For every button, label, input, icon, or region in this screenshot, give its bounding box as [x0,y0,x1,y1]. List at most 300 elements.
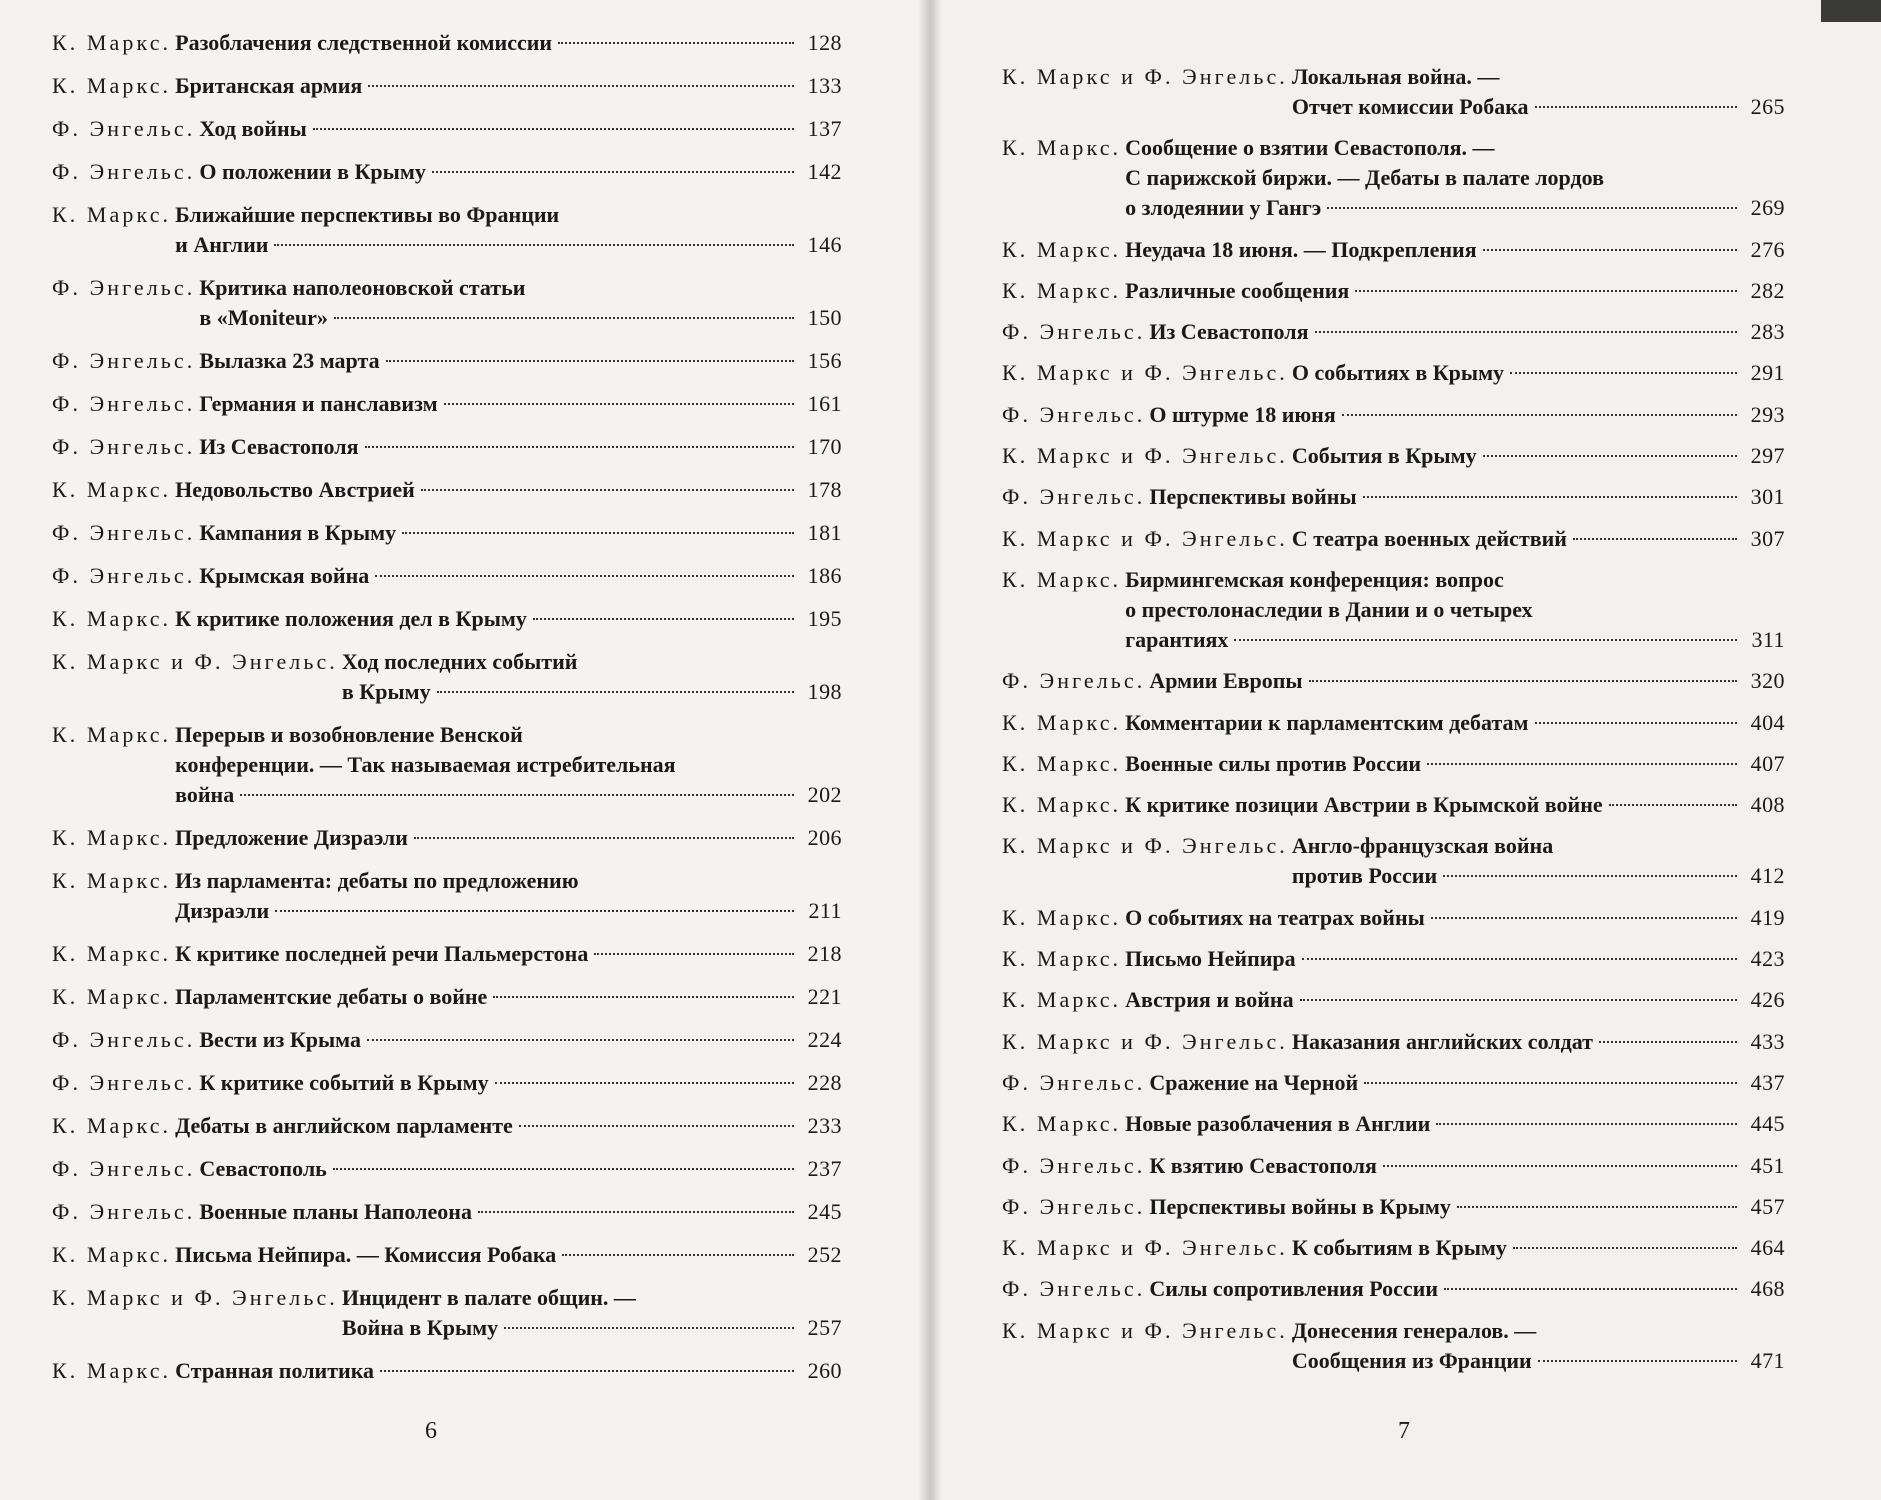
dot-leader [333,1168,794,1170]
toc-entry [1002,1192,1785,1222]
toc-entry-body [1292,62,1785,122]
toc-entry-body [175,1111,842,1141]
toc-entry-title: Из Севастополя [1149,319,1309,345]
toc-entry-page-number: 202 [807,782,842,807]
toc-entry-title: Кампания в Крыму [199,520,397,545]
toc-entry-page-number: 291 [1750,360,1785,386]
toc-entry [52,1025,842,1055]
toc-entry-page-number: 142 [807,159,842,184]
dot-leader [533,618,794,620]
toc-entry-author: Ф. Энгельс. [52,1070,196,1095]
toc-entry [1002,235,1785,265]
toc-entry-title: К событиям в Крыму [1291,1235,1507,1261]
dot-leader [1599,1041,1737,1043]
toc-entry-title: Новые разоблачения в Англии [1125,1111,1431,1137]
toc-entry-title-line [1149,1151,1785,1181]
toc-entry-author: К. Маркс и Ф. Энгельс. [1002,1235,1288,1261]
toc-entry-title-line [1125,944,1785,974]
toc-entry-title: против России [1291,863,1438,889]
toc-entry-title: О положении в Крыму [199,159,426,184]
toc-entry-body [175,71,842,101]
toc-entry-page-number: 233 [807,1113,842,1138]
toc-entry-title-line [342,1283,842,1313]
toc-entry-title: Неудача 18 июня. — Подкрепления [1125,236,1477,262]
toc-entry-body [199,561,842,591]
toc-entry-title-line [342,647,842,677]
toc-entry-title: Севастополь [199,1156,327,1181]
toc-entry-body [1125,565,1785,655]
toc-entry-page-number: 156 [807,348,842,373]
toc-entry-page-number: 181 [807,520,842,545]
toc-entry-title-line [342,677,842,707]
toc-entry-title-line [1149,400,1785,430]
toc-entry-page-number: 260 [807,1358,842,1383]
dot-leader [421,489,794,491]
toc-entry [52,1283,842,1343]
toc-entry-author: К. Маркс. [52,868,172,893]
toc-entry-page-number: 128 [807,30,842,55]
toc-entry-title-line [175,1111,842,1141]
toc-entry-author: К. Маркс и Ф. Энгельс. [1002,833,1288,859]
toc-entry-author: К. Маркс. [52,722,172,747]
toc-entry [1002,666,1785,696]
toc-entry-title: Вылазка 23 марта [199,348,380,373]
toc-entry-author: Ф. Энгельс. [52,563,196,588]
toc-entry [1002,1274,1785,1304]
toc-entry-page-number: 457 [1750,1193,1785,1219]
toc-entry [52,604,842,634]
toc-entry-page-number: 419 [1750,904,1785,930]
toc-entry-body [1125,790,1785,820]
toc-entry-title: Комментарии к парламентским дебатам [1125,709,1529,735]
toc-entry-title-line [175,1356,842,1386]
toc-entry-title: Недовольство Австрией [175,477,415,502]
toc-entry-title-line [1125,708,1785,738]
toc-entry-page-number: 150 [807,305,842,330]
toc-entry-title-line [175,475,842,505]
toc-entry [52,71,842,101]
page-number: 7 [1398,1418,1410,1444]
toc-entry-page-number: 297 [1750,443,1785,469]
dot-leader [275,910,794,912]
dot-leader [1538,1360,1737,1362]
toc-entry [1002,831,1785,891]
toc-entry-page-number: 451 [1750,1152,1785,1178]
dot-leader [368,85,794,87]
toc-entry-page-number: 426 [1750,987,1785,1013]
toc-entry-page-number: 407 [1750,750,1785,776]
left-page [0,0,930,1500]
toc-entry-title: С парижской биржи. — Дебаты в палате лордов [1125,165,1604,191]
toc-entry [52,475,842,505]
toc-entry-body [199,1025,842,1055]
toc-entry-title: о злодеянии у Гангэ [1125,195,1322,221]
toc-entry-title-line [175,1240,842,1270]
dot-leader [1327,207,1737,209]
toc-entry [52,982,842,1012]
toc-entry [1002,524,1785,554]
toc-entry-author: Ф. Энгельс. [1002,1069,1146,1095]
toc-entry-page-number: 320 [1750,668,1785,694]
toc-entry-title-line [1125,133,1785,163]
toc-entry-author: К. Маркс. [52,825,172,850]
toc-entry [1002,985,1785,1015]
toc-entry-title: и Англии [175,232,269,257]
toc-entry-author: Ф. Энгельс. [52,1156,196,1181]
toc-entry-body [1149,482,1785,512]
toc-entry-author: Ф. Энгельс. [52,275,196,300]
toc-entry-author: К. Маркс. [52,1113,172,1138]
dot-leader [1363,496,1737,498]
dot-leader [367,1039,794,1041]
toc-entry [1002,62,1785,122]
toc-entry-body [1125,944,1785,974]
toc-entry-body [1125,903,1785,933]
toc-entry [52,346,842,376]
toc-entry-body [199,432,842,462]
toc-entry [52,157,842,187]
toc-entry-author: К. Маркс. [1002,709,1122,735]
toc-entry-body [1149,400,1785,430]
toc-entry-author: Ф. Энгельс. [1002,1276,1146,1302]
toc-entry-title-line [1125,595,1785,625]
toc-entry-author: К. Маркс. [52,606,172,631]
dot-leader [365,446,794,448]
toc-entry [1002,749,1785,779]
dot-leader [1609,804,1737,806]
toc-entry-title: Предложение Дизраэли [175,825,408,850]
toc-entry-body [1292,524,1785,554]
toc-entry-title-line [175,982,842,1012]
toc-entry-page-number: 252 [807,1242,842,1267]
dot-leader [1364,1082,1737,1084]
toc-entry [1002,1027,1785,1057]
dot-leader [1573,538,1737,540]
toc-entry-title: конференции. — Так называемая истребительная [175,752,676,777]
toc-entry-title-line [199,346,842,376]
toc-entry-body [1125,276,1785,306]
toc-entry-title: Силы сопротивления России [1149,1276,1439,1302]
toc-entry-title: Ход войны [199,116,307,141]
toc-entry-author: К. Маркс и Ф. Энгельс. [52,1285,338,1310]
toc-entry-page-number: 186 [807,563,842,588]
toc-entry-author: К. Маркс. [1002,135,1122,161]
dot-leader [444,403,794,405]
dot-leader [558,42,794,44]
toc-entry-author: К. Маркс. [52,30,172,55]
dot-leader [1431,917,1737,919]
toc-entry [1002,1109,1785,1139]
toc-entry-title: Крымская война [199,563,370,588]
toc-entry-title: К критике событий в Крыму [199,1070,489,1095]
toc-entry-title: Дизраэли [175,898,270,923]
toc-list [1002,62,1785,1376]
toc-entry-title: Перспективы войны в Крыму [1149,1193,1451,1219]
toc-entry-title-line [199,114,842,144]
toc-entry [52,647,842,707]
dot-leader [1444,1288,1737,1290]
toc-entry-body [199,273,842,333]
toc-entry-body [199,518,842,548]
toc-entry-title: Сообщение о взятии Севастополя. — [1125,135,1495,161]
toc-entry-author: Ф. Энгельс. [52,1027,196,1052]
toc-entry-title-line [1292,861,1785,891]
toc-entry-title-line [1292,62,1785,92]
toc-entry-title-line [1125,235,1785,265]
toc-entry-title: Инцидент в палате общин. — [341,1285,636,1310]
toc-entry-body [1292,441,1785,471]
toc-entry-page-number: 408 [1750,792,1785,818]
toc-entry-page-number: 198 [807,679,842,704]
toc-entry-title-line [1125,625,1785,655]
toc-entry-title-line [1292,441,1785,471]
toc-entry-title-line [1292,524,1785,554]
toc-entry-body [342,1283,842,1343]
toc-entry [1002,1068,1785,1098]
toc-entry-title-line [1292,1316,1785,1346]
toc-entry-author: К. Маркс. [1002,792,1122,818]
toc-entry [1002,400,1785,430]
toc-entry-body [175,939,842,969]
toc-entry-title: Армии Европы [1149,668,1303,694]
right-page [930,0,1881,1500]
toc-entry-title-line [1149,1274,1785,1304]
dot-leader [1234,639,1737,641]
toc-entry-body [1149,1274,1785,1304]
toc-entry-body [1292,1233,1785,1263]
toc-entry-title: о престолонаследии в Дании и о четырех [1125,596,1533,622]
toc-entry-title-line [342,1313,842,1343]
toc-entry-page-number: 206 [807,825,842,850]
toc-entry-title: События в Крыму [1291,443,1477,469]
toc-entry-page-number: 265 [1750,94,1785,119]
toc-entry-title: Критика наполеоновской статьи [199,275,526,300]
toc-entry-author: К. Маркс и Ф. Энгельс. [1002,525,1288,551]
dot-leader [1510,372,1737,374]
toc-entry-body [1292,831,1785,891]
dot-leader [1342,414,1737,416]
dot-leader [437,691,794,693]
toc-entry-title: Сообщения из Франции [1291,1347,1532,1373]
toc-entry [52,114,842,144]
toc-entry-author: Ф. Энгельс. [1002,319,1146,345]
toc-entry-body [1292,1027,1785,1057]
toc-entry-author: К. Маркс и Ф. Энгельс. [1002,1317,1288,1343]
dot-leader [478,1211,794,1213]
toc-entry-author: Ф. Энгельс. [1002,401,1146,427]
toc-entry-body [199,157,842,187]
toc-entry-title-line [1149,666,1785,696]
toc-entry-title: О штурме 18 июня [1149,401,1336,427]
toc-entry-title: С театра военных действий [1291,525,1567,551]
toc-entry-page-number: 412 [1750,863,1785,889]
toc-entry [52,389,842,419]
toc-entry-body [199,389,842,419]
toc-entry-page-number: 221 [807,984,842,1009]
toc-entry-title: К критике позиции Австрии в Крымской войне [1125,792,1603,818]
toc-entry-title-line [199,157,842,187]
toc-entry-author: К. Маркс. [52,1242,172,1267]
toc-entry-title-line [175,28,842,58]
toc-entry-page-number: 437 [1750,1069,1785,1095]
toc-entry-author: Ф. Энгельс. [52,116,196,141]
toc-entry [52,432,842,462]
dot-leader [1513,1247,1737,1249]
toc-entry [1002,482,1785,512]
toc-entry-author: Ф. Энгельс. [52,1199,196,1224]
toc-entry-title: Австрия и война [1125,987,1294,1013]
toc-entry-body [1125,749,1785,779]
toc-entry [52,939,842,969]
toc-entry-body [175,982,842,1012]
toc-entry-body [1125,708,1785,738]
toc-entry-title-line [175,823,842,853]
toc-entry-title-line [1125,565,1785,595]
toc-entry-page-number: 237 [807,1156,842,1181]
toc-entry-body [175,604,842,634]
toc-entry-title-line [1292,92,1785,122]
toc-entry-page-number: 282 [1750,277,1785,303]
toc-entry-title-line [1125,276,1785,306]
toc-entry-title: Война в Крыму [341,1315,499,1340]
toc-entry-page-number: 257 [807,1315,842,1340]
toc-entry [1002,565,1785,655]
toc-entry [52,1154,842,1184]
toc-entry-author: К. Маркс и Ф. Энгельс. [1002,1028,1288,1054]
toc-entry [52,200,842,260]
dot-leader [1483,249,1737,251]
toc-entry-title-line [199,1154,842,1184]
toc-entry-author: Ф. Энгельс. [1002,668,1146,694]
toc-entry-body [199,1197,842,1227]
page-corner-shadow [1821,0,1881,22]
toc-entry-author: Ф. Энгельс. [1002,1193,1146,1219]
toc-entry-title: Разоблачения следственной комиссии [175,30,553,55]
toc-entry-body [199,114,842,144]
toc-entry-title-line [175,230,842,260]
toc-entry-title: Британская армия [175,73,363,98]
toc-entry-author: К. Маркс и Ф. Энгельс. [1002,64,1288,89]
toc-entry-title: Парламентские дебаты о войне [175,984,488,1009]
toc-entry-title-line [199,561,842,591]
toc-entry-author: Ф. Энгельс. [52,391,196,416]
toc-entry-page-number: 423 [1750,946,1785,972]
toc-entry [1002,944,1785,974]
dot-leader [1355,290,1737,292]
toc-entry-title: Письмо Нейпира [1125,946,1296,972]
toc-entry-title: Донесения генералов. — [1291,1317,1537,1343]
toc-entry-title-line [1149,1192,1785,1222]
toc-entry-author: К. Маркс. [52,984,172,1009]
toc-entry-page-number: 161 [807,391,842,416]
toc-entry-title: О событиях на театрах войны [1125,904,1425,930]
toc-entry-body [342,647,842,707]
toc-entry-title-line [1292,831,1785,861]
toc-entry [52,1111,842,1141]
toc-entry [1002,441,1785,471]
toc-entry-title-line [175,750,842,780]
toc-entry-title-line [175,896,842,926]
toc-entry-title-line [199,432,842,462]
toc-entry-title-line [199,389,842,419]
page-number: 6 [425,1418,437,1444]
toc-entry-title: Дебаты в английском парламенте [175,1113,513,1138]
toc-entry-body [199,1154,842,1184]
toc-entry-title: Из Севастополя [199,434,359,459]
toc-entry-title-line [1292,1346,1785,1376]
toc-entry-title-line [199,1068,842,1098]
toc-entry-author: К. Маркс и Ф. Энгельс. [1002,360,1288,386]
toc-entry-title-line [199,518,842,548]
toc-entry-title-line [1125,903,1785,933]
toc-entry-title-line [1292,1027,1785,1057]
toc-entry-author: К. Маркс. [1002,566,1122,592]
toc-entry [1002,358,1785,388]
toc-entry [52,866,842,926]
toc-entry-author: К. Маркс и Ф. Энгельс. [1002,443,1288,469]
toc-entry [1002,1316,1785,1376]
toc-entry-title: К критике последней речи Пальмерстона [175,941,589,966]
toc-entry [1002,1233,1785,1263]
toc-entry-page-number: 307 [1750,525,1785,551]
dot-leader [334,317,794,319]
toc-entry-title: Военные силы против России [1125,750,1422,776]
toc-entry-body [175,823,842,853]
toc-entry [1002,1151,1785,1181]
toc-entry-title: Различные сообщения [1125,277,1350,303]
toc-entry [1002,317,1785,347]
toc-entry-title-line [175,866,842,896]
toc-entry [52,1356,842,1386]
toc-entry-title-line [1125,790,1785,820]
toc-entry [52,720,842,810]
toc-entry-page-number: 404 [1750,709,1785,735]
toc-entry-title-line [199,1197,842,1227]
toc-entry-body [1149,1192,1785,1222]
toc-entry-title-line [1149,317,1785,347]
toc-entry-title-line [1125,985,1785,1015]
toc-entry-title: Перерыв и возобновление Венской [175,722,523,747]
toc-entry [52,1240,842,1270]
toc-entry-body [1125,1109,1785,1139]
toc-entry-page-number: 433 [1750,1028,1785,1054]
toc-entry-title-line [175,604,842,634]
toc-entry-title: в «Moniteur» [199,305,328,330]
toc-entry-title-line [199,273,842,303]
dot-leader [594,953,794,955]
toc-entry-page-number: 211 [808,898,842,923]
toc-entry-title: Германия и панславизм [199,391,438,416]
dot-leader [495,1082,794,1084]
toc-entry-body [1125,235,1785,265]
dot-leader [1302,958,1737,960]
toc-entry-title-line [1149,482,1785,512]
dot-leader [402,532,794,534]
toc-entry-title-line [1149,1068,1785,1098]
toc-list [52,28,842,1386]
toc-entry-title: Письма Нейпира. — Комиссия Робака [175,1242,557,1267]
toc-entry [52,273,842,333]
dot-leader [432,171,794,173]
toc-entry-author: К. Маркс. [1002,904,1122,930]
toc-entry-page-number: 468 [1750,1276,1785,1302]
dot-leader [1315,331,1737,333]
dot-leader [380,1370,794,1372]
toc-entry-title-line [1292,358,1785,388]
toc-entry-body [175,475,842,505]
dot-leader [1383,1165,1737,1167]
toc-entry-title: Странная политика [175,1358,375,1383]
